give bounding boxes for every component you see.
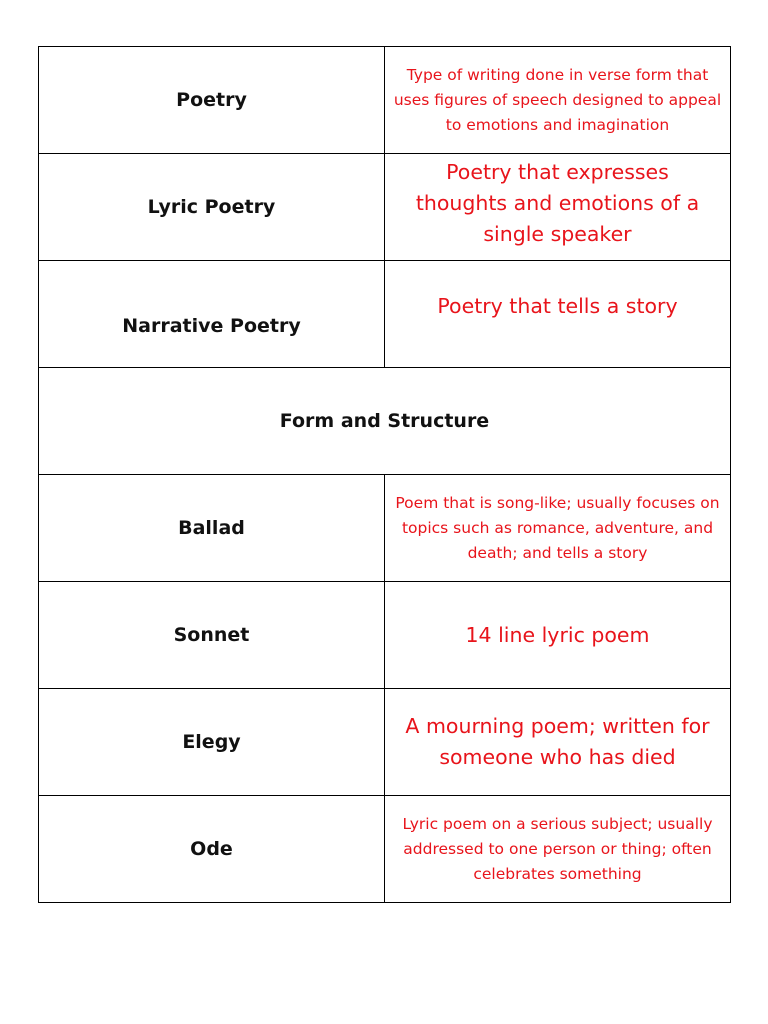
table-row bbox=[39, 582, 731, 689]
section-header-row bbox=[39, 368, 731, 475]
term-cell bbox=[39, 796, 385, 903]
definition-cell bbox=[385, 475, 731, 582]
vocabulary-table bbox=[38, 46, 731, 903]
definition-cell bbox=[385, 689, 731, 796]
definition-cell bbox=[385, 582, 731, 689]
term-label: Ode bbox=[190, 838, 233, 860]
definition-text: Poetry that tells a story bbox=[437, 294, 678, 318]
table-row bbox=[39, 154, 731, 261]
term-cell bbox=[39, 582, 385, 689]
table-row bbox=[39, 47, 731, 154]
term-label: Narrative Poetry bbox=[122, 315, 301, 337]
definition-text: Poetry that expresses thoughts and emotions of a single speaker bbox=[415, 159, 700, 246]
section-header-label: Form and Structure bbox=[279, 410, 490, 432]
definition-cell bbox=[385, 47, 731, 154]
table-row bbox=[39, 475, 731, 582]
definition-cell bbox=[385, 796, 731, 903]
definition-cell bbox=[385, 261, 731, 368]
term-cell bbox=[39, 689, 385, 796]
table-row bbox=[39, 689, 731, 796]
definition-text: Poem that is song-like; usually focuses on topics such as romance, adventure, and death; and tells a story bbox=[395, 493, 720, 562]
term-label: Lyric Poetry bbox=[147, 196, 276, 218]
table-row bbox=[39, 261, 731, 368]
definition-text: A mourning poem; written for someone who has died bbox=[405, 714, 710, 769]
term-cell bbox=[39, 47, 385, 154]
definition-text: 14 line lyric poem bbox=[465, 622, 650, 647]
term-label: Ballad bbox=[178, 517, 245, 539]
term-label: Sonnet bbox=[173, 624, 250, 646]
term-cell bbox=[39, 475, 385, 582]
term-cell bbox=[39, 154, 385, 261]
definition-cell bbox=[385, 154, 731, 261]
definition-text: Type of writing done in verse form that uses figures of speech designed to appeal to emotions and imagination bbox=[393, 65, 722, 134]
term-label: Elegy bbox=[182, 731, 241, 753]
term-cell bbox=[39, 261, 385, 368]
table-row bbox=[39, 796, 731, 903]
term-label: Poetry bbox=[176, 89, 247, 111]
section-header bbox=[39, 368, 731, 475]
definition-text: Lyric poem on a serious subject; usually addressed to one person or thing; often celebrates something bbox=[402, 814, 713, 883]
